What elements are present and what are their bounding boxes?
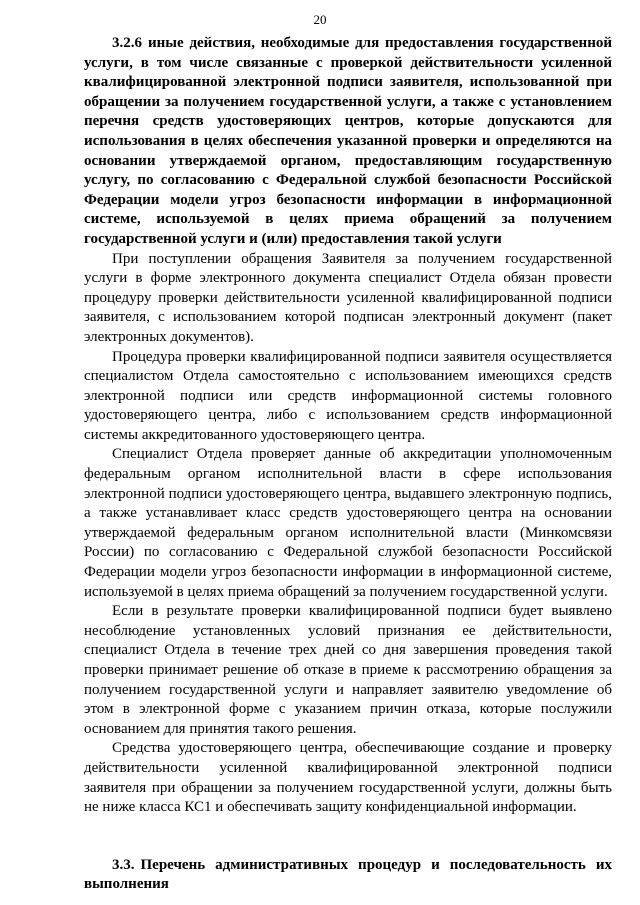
section-3-3-heading <box>84 856 612 895</box>
section-number: 3.3. <box>112 856 135 873</box>
paragraph: Средства удостоверяющего центра, обеспечивающие создание и проверку действительности усиленной квалифицированной электронной подписи заявителя при обращении за получением государственной услуги, должны быть не ниже класса КС1 и обеспечивать защиту конфиденциальной информации. <box>84 740 612 816</box>
page-number: 20 <box>313 12 327 27</box>
section-heading-text: иные действия, необходимые для предоставления государственной услуги, в том числе связанные с проверкой действительности усиленной квалифицированной электронной подписи заявителя, использованной при обращении за получением государственной услуги, а также с установлением перечня средств удостоверяющих центров, которые допускаются для использования в целях обеспечения указанной проверки и определяются на основании утверждаемой органом, предоставляющим государственную услугу, по согласованию с Федеральной службой безопасности Российской Федерации модели угроз безопасности информации в информационной системе, используемой в целях приема обращений за получением государственной услуги и (или) предоставления такой услуги <box>84 35 612 247</box>
paragraph: Процедура проверки квалифицированной подписи заявителя осуществляется специалистом Отдела самостоятельно с использованием имеющихся средств электронной подписи или средств информационной системы головного удостоверяющего центра, либо с использованием средств информационной системы аккредитованного удостоверяющего центра. <box>84 348 612 443</box>
section-number: 3.2.6 <box>112 35 142 51</box>
document-body <box>84 34 612 895</box>
paragraph: При поступлении обращения Заявителя за получением государственной услуги в форме электронного документа специалист Отдела обязан провести процедуру проверки действительности усиленной квалифицированной подписи заявителя, с использованием которой подписан электронный документ (пакет электронных документов). <box>84 250 612 345</box>
paragraph: Если в результате проверки квалифицированной подписи будет выявлено несоблюдение установленных условий признания ее действительности, специалист Отдела в течение трех дней со дня завершения проведения такой проверки принимает решение об отказе в приеме к рассмотрению обращения за получением государственной услуги и направляет заявителю уведомление об этом в электронной форме с указанием причин отказа, которые послужили основанием для принятия такого решения. <box>84 603 612 737</box>
section-3-2-6-heading <box>84 34 612 250</box>
paragraph: Специалист Отдела проверяет данные об аккредитации уполномоченным федеральным органом исполнительной власти в сфере использования электронной подписи удостоверяющего центра, выдавшего электронную подпись, а также устанавливает класс средств удостоверяющего центра на основании утверждаемой федеральным органом исполнительной власти (Минкомсвязи России) по согласованию с Федеральной службой безопасности Российской Федерации модели угроз безопасности информации в информационной системе, используемой в целях приема обращений за получением государственной услуги. <box>84 446 612 600</box>
section-heading-text: Перечень административных процедур и последовательность их выполнения <box>84 856 612 893</box>
